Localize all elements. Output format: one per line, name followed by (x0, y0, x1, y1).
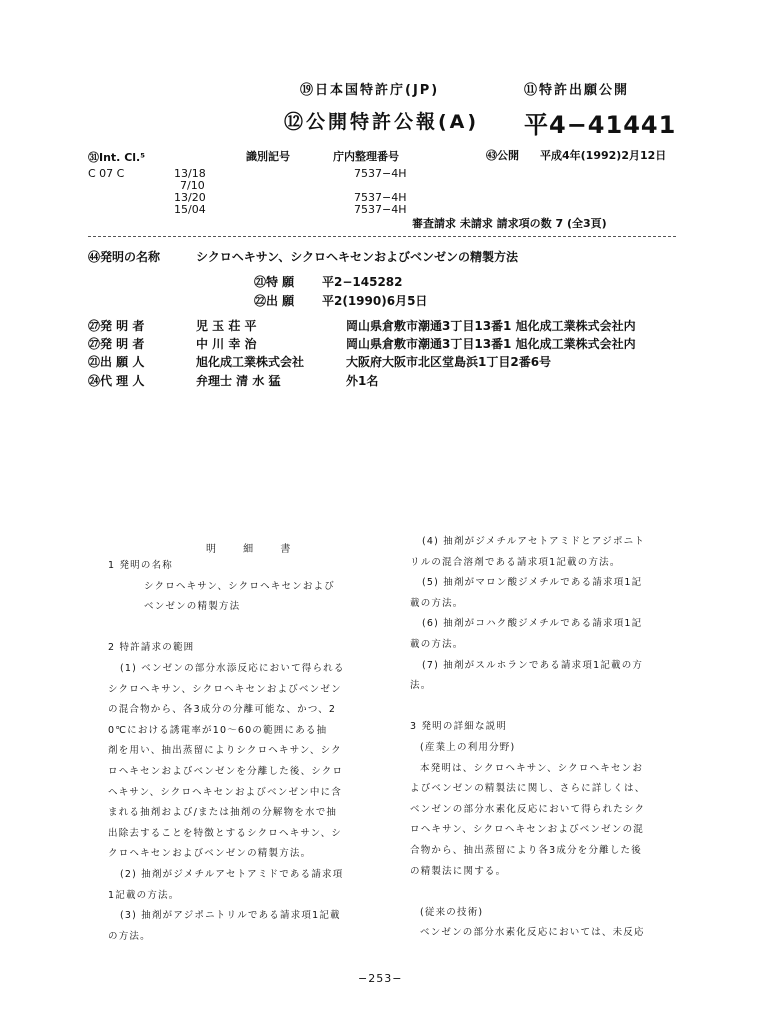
text-line: (7) 抽剤がスルホランである請求項1記載の方 (422, 659, 644, 671)
text-line: (4) 抽剤がジメチルアセトアミドとアジポニト (422, 536, 646, 547)
text-line: 本発明は、シクロヘキサン、シクロヘキセンお (420, 762, 644, 774)
text-line: ベンゼンの精製方法 (144, 601, 241, 613)
text-line: (従来の技術) (420, 906, 484, 918)
publication-number: 平4−41441 (524, 111, 677, 139)
applicant-label: ㉑出 願 人 (88, 355, 145, 369)
application-label: ㉑特 願 (254, 275, 295, 289)
text-line: 1 発明の名称 (108, 560, 173, 571)
gazette-title: ⑫公開特許公報(A) (284, 111, 480, 133)
applicant-address: 大阪府大阪市北区堂島浜1丁目2番6号 (346, 355, 552, 369)
text-line: の方法。 (108, 930, 151, 942)
pub-date: 平成4年(1992)2月12日 (540, 149, 667, 162)
inventor-address: 岡山県倉敷市潮通3丁目13番1 旭化成工業株式会社内 (346, 337, 636, 351)
text-line: シクロヘキサン、シクロヘキセンおよび (144, 580, 335, 592)
pub-type-label: ⑪特許出願公開 (524, 83, 630, 98)
text-line: 載の方法。 (410, 597, 464, 609)
pub-date-label: ㊸公開 (486, 149, 519, 162)
class-code: 7/10 (180, 179, 205, 192)
exam-status: 審査請求 未請求 請求項の数 7 (全3頁) (412, 217, 607, 230)
text-line: (3) 抽剤がアジポニトリルである請求項1記載 (120, 910, 341, 922)
agent-name: 弁理士 清 水 猛 (196, 374, 281, 388)
text-line: (産業上の利用分野) (420, 741, 516, 753)
text-line: ロヘキセンおよびベンゼンを分離した後、シクロ (108, 765, 344, 777)
id-symbol-label: 識別記号 (246, 150, 290, 163)
text-line (410, 697, 645, 718)
page-number: −253− (358, 972, 403, 985)
left-column (108, 556, 345, 947)
right-column (410, 532, 645, 944)
filing-label: ㉒出 願 (254, 294, 295, 308)
text-line: クロヘキセンおよびベンゼンの精製方法。 (108, 848, 312, 860)
text-line: 1記載の方法。 (108, 889, 180, 901)
office-ref-number: 7537−4H (354, 191, 407, 204)
class-code: 13/20 (174, 191, 206, 204)
inventor-label: ㉗発 明 者 (88, 319, 145, 333)
text-line: ベンゼンの部分水素化反応において得られたシク (410, 803, 646, 815)
text-line: まれる抽剤および/または抽剤の分解物を水で抽 (108, 807, 338, 819)
int-cl-label: ㉛Int. Cl.⁵ (88, 151, 146, 164)
text-line: 剤を用い、抽出蒸留によりシクロヘキサン、シク (108, 745, 342, 757)
text-line: 載の方法。 (410, 638, 464, 650)
inventor-name: 中 川 幸 治 (196, 337, 257, 351)
class-code: 13/18 (174, 167, 206, 180)
text-line (108, 618, 345, 639)
text-line: (1) ベンゼンの部分水添反応において得られる (120, 662, 345, 674)
main-class: C 07 C (88, 167, 125, 180)
filing-date: 平2(1990)6月5日 (322, 294, 428, 308)
text-line: よびベンゼンの精製法に関し、さらに詳しくは、 (410, 783, 646, 795)
text-line: の混合物から、各3成分の分離可能な、かつ、2 (108, 704, 337, 716)
text-line: ヘキサン、シクロヘキセンおよびベンゼン中に含 (108, 786, 342, 798)
text-line: 3 発明の詳細な説明 (410, 721, 508, 733)
text-line: (2) 抽剤がジメチルアセトアミドである請求項 (120, 868, 344, 880)
invention-title: シクロヘキサン、シクロヘキセンおよびベンゼンの精製方法 (196, 250, 518, 264)
application-number: 平2−145282 (322, 275, 403, 289)
text-line: (5) 抽剤がマロン酸ジメチルである請求項1記 (422, 577, 643, 589)
spec-heading: 明 細 書 (206, 544, 303, 555)
class-code: 15/04 (174, 203, 206, 216)
text-line: 合物から、抽出蒸留により各3成分を分離した後 (410, 844, 642, 856)
office-ref-label: 庁内整理番号 (333, 150, 399, 163)
office-ref-number: 7537−4H (354, 203, 407, 216)
text-line: 法。 (410, 680, 432, 692)
office-ref-number: 7537−4H (354, 167, 407, 180)
office-name: ⑲日本国特許庁(JP) (300, 83, 440, 98)
text-line: の精製法に関する。 (410, 865, 507, 877)
text-line: リルの混合溶剤である請求項1記載の方法。 (410, 556, 621, 568)
text-line: 2 特許請求の範囲 (108, 642, 195, 654)
inventor-name: 児 玉 荘 平 (196, 319, 257, 333)
invention-title-label: ㊹発明の名称 (88, 250, 161, 264)
text-line: ベンゼンの部分水素化反応においては、未反応 (420, 927, 645, 939)
agent-label: ㉔代 理 人 (88, 374, 145, 388)
agent-extra: 外1名 (346, 374, 379, 388)
divider (88, 236, 676, 237)
text-line (410, 882, 645, 903)
inventor-address: 岡山県倉敷市潮通3丁目13番1 旭化成工業株式会社内 (346, 319, 636, 333)
text-line: ロヘキサン、シクロヘキセンおよびベンゼンの混 (410, 824, 644, 836)
applicant-name: 旭化成工業株式会社 (196, 355, 305, 369)
text-line: シクロヘキサン、シクロヘキセンおよびベンゼン (108, 683, 342, 695)
text-line: 出除去することを特徴とするシクロヘキサン、シ (108, 827, 342, 839)
inventor-label: ㉗発 明 者 (88, 337, 145, 351)
text-line: 0℃における誘電率が10〜60の範囲にある抽 (108, 724, 328, 736)
text-line: (6) 抽剤がコハク酸ジメチルである請求項1記 (422, 618, 643, 630)
